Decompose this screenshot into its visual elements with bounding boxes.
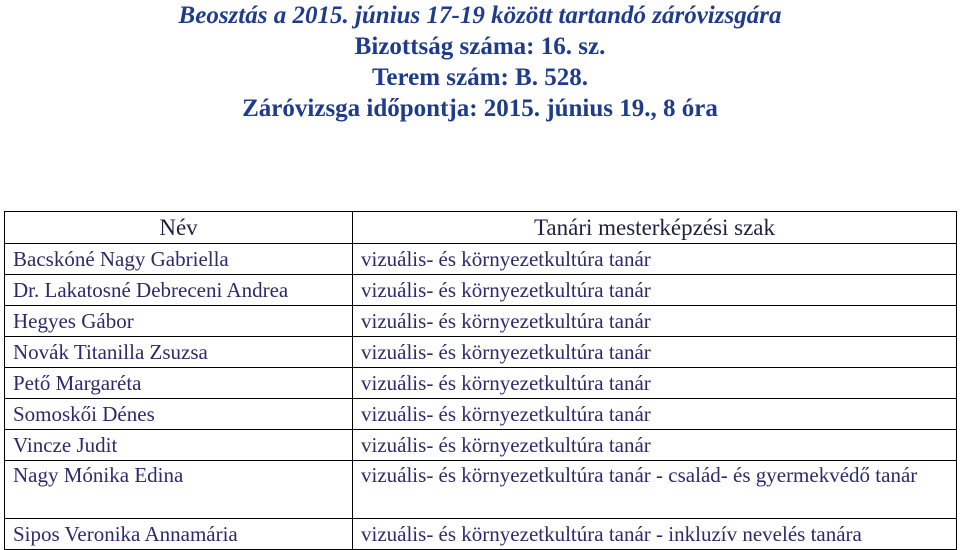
table-row — [5, 275, 957, 306]
table-header-row — [5, 212, 957, 244]
table-row — [5, 244, 957, 275]
table-row — [5, 399, 957, 430]
student-program: vizuális- és környezetkultúra tanár — [353, 430, 957, 461]
student-program: vizuális- és környezetkultúra tanár - inkluzív nevelés tanára — [353, 519, 957, 550]
student-name: Bacskóné Nagy Gabriella — [5, 244, 353, 275]
table-row — [5, 461, 957, 519]
document-header — [0, 0, 960, 124]
room-number: Terem szám: B. 528. — [372, 64, 588, 91]
student-program: vizuális- és környezetkultúra tanár — [353, 306, 957, 337]
exam-date-time: Záróvizsga időpontja: 2015. június 19., 8 óra — [242, 95, 718, 122]
student-name: Vincze Judit — [5, 430, 353, 461]
student-name: Nagy Mónika Edina — [5, 461, 353, 519]
student-roster-table — [4, 211, 957, 550]
column-header-name: Név — [5, 212, 353, 244]
student-name: Pető Margaréta — [5, 368, 353, 399]
student-program: vizuális- és környezetkultúra tanár — [353, 368, 957, 399]
student-program: vizuális- és környezetkultúra tanár - család- és gyermekvédő tanár — [353, 461, 957, 519]
table-row — [5, 306, 957, 337]
student-program: vizuális- és környezetkultúra tanár — [353, 244, 957, 275]
student-program: vizuális- és környezetkultúra tanár — [353, 399, 957, 430]
table-row — [5, 337, 957, 368]
table-row — [5, 368, 957, 399]
exam-schedule-title: Beosztás a 2015. június 17-19 között tartandó záróvizsgára — [178, 2, 782, 29]
student-name: Novák Titanilla Zsuzsa — [5, 337, 353, 368]
student-name: Somoskői Dénes — [5, 399, 353, 430]
student-program: vizuális- és környezetkultúra tanár — [353, 337, 957, 368]
column-header-program: Tanári mesterképzési szak — [353, 212, 957, 244]
table-row — [5, 519, 957, 550]
student-name: Hegyes Gábor — [5, 306, 353, 337]
committee-number: Bizottság száma: 16. sz. — [354, 33, 606, 60]
student-name: Dr. Lakatosné Debreceni Andrea — [5, 275, 353, 306]
table-row — [5, 430, 957, 461]
student-program: vizuális- és környezetkultúra tanár — [353, 275, 957, 306]
student-name: Sipos Veronika Annamária — [5, 519, 353, 550]
